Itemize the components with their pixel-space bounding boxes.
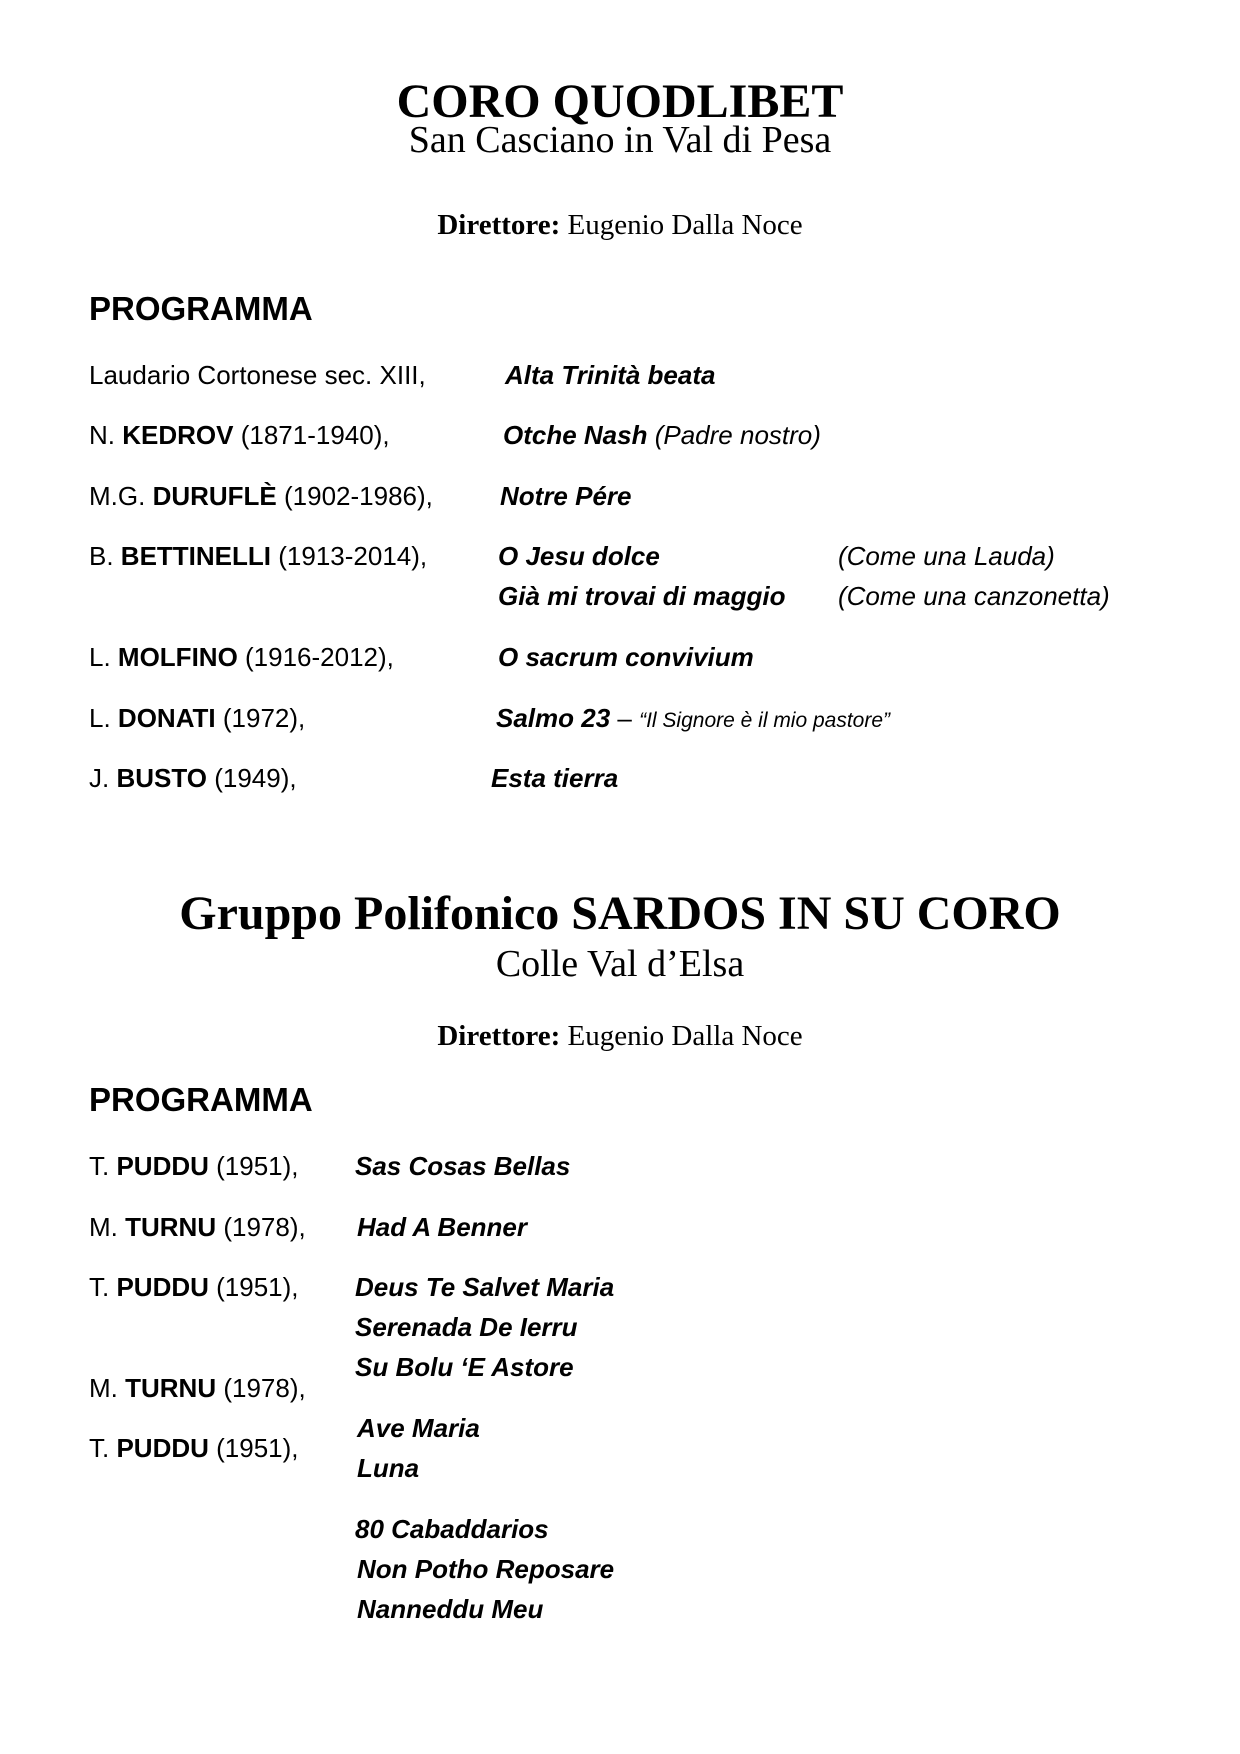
work-salmo-23: Salmo 23 – “Il Signore è il mio pastore”: [496, 703, 891, 733]
composer-puddu-1: T. PUDDU (1951),: [89, 1151, 299, 1181]
work-80-cabaddarios: 80 Cabaddarios: [355, 1514, 549, 1544]
programme-heading-1: PROGRAMMA: [89, 290, 313, 327]
work-had-a-benner: Had A Benner: [357, 1212, 527, 1242]
work-otche-nash: Otche Nash (Padre nostro): [503, 420, 821, 450]
composer-donati: L. DONATI (1972),: [89, 703, 306, 733]
work-ave-maria: Ave Maria: [357, 1413, 480, 1443]
work-deus-te-salvet: Deus Te Salvet Maria: [355, 1272, 615, 1302]
composer-laudario: Laudario Cortonese sec. XIII,: [89, 360, 426, 390]
work-gia-mi-trovai-note: (Come una canzonetta): [838, 581, 1110, 611]
work-su-bolu-e-astore: Su Bolu ‘E Astore: [355, 1352, 574, 1382]
work-esta-tierra: Esta tierra: [491, 763, 619, 793]
composer-turnu-2: M. TURNU (1978),: [89, 1373, 306, 1403]
work-notre-pere: Notre Pére: [500, 481, 632, 511]
choir-place-1: San Casciano in Val di Pesa: [408, 119, 832, 161]
director-line-2: [0, 1018, 1240, 1054]
work-sas-cosas-bellas: Sas Cosas Bellas: [355, 1151, 571, 1181]
work-non-potho-reposare: Non Potho Reposare: [357, 1554, 615, 1584]
composer-turnu-1: M. TURNU (1978),: [89, 1212, 306, 1242]
composer-puddu-2: T. PUDDU (1951),: [89, 1272, 299, 1302]
choir-title-1: CORO QUODLIBET: [396, 75, 844, 128]
director-name-2: Eugenio Dalla Noce: [560, 1020, 803, 1052]
work-o-sacrum: O sacrum convivium: [498, 642, 754, 672]
director-label-1: Direttore:: [437, 209, 561, 241]
composer-puddu-3: T. PUDDU (1951),: [89, 1433, 299, 1463]
programme-heading-2: PROGRAMMA: [89, 1081, 313, 1118]
composer-kedrov: N. KEDROV (1871-1940),: [89, 420, 390, 450]
director-name-1: Eugenio Dalla Noce: [560, 209, 803, 241]
composer-durufle: M.G. DURUFLÈ (1902-1986),: [89, 481, 433, 511]
work-luna: Luna: [357, 1453, 420, 1483]
work-nanneddu-meu: Nanneddu Meu: [357, 1594, 544, 1624]
composer-busto: J. BUSTO (1949),: [89, 763, 297, 793]
work-serenada-de-ierru: Serenada De Ierru: [355, 1312, 578, 1342]
director-line-1: [0, 207, 1240, 243]
director-label-2: Direttore:: [437, 1020, 561, 1052]
choir-title-2: Gruppo Polifonico SARDOS IN SU CORO: [179, 887, 1061, 940]
composer-bettinelli: B. BETTINELLI (1913-2014),: [89, 541, 428, 571]
work-o-jesu-dolce-note: (Come una Lauda): [838, 541, 1055, 571]
composer-molfino: L. MOLFINO (1916-2012),: [89, 642, 394, 672]
choir-place-2: Colle Val d’Elsa: [495, 943, 745, 985]
work-alta-trinita: Alta Trinità beata: [505, 360, 716, 390]
work-o-jesu-dolce: O Jesu dolce: [498, 541, 660, 571]
work-gia-mi-trovai: Già mi trovai di maggio: [498, 581, 786, 611]
